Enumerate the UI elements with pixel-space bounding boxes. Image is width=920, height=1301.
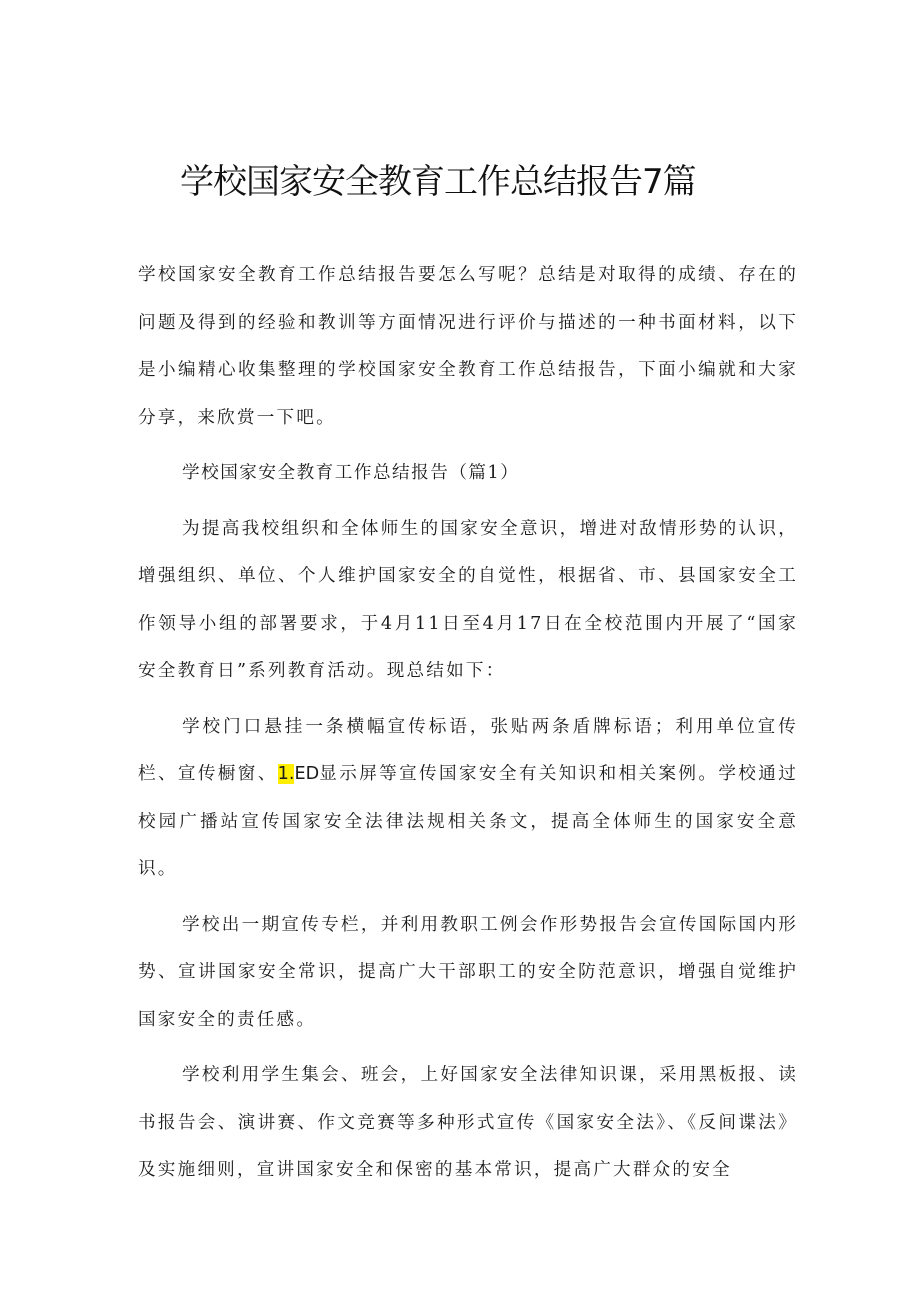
- highlighted-text: 1.: [277, 764, 295, 784]
- paragraph-2-text-start: 学校门口悬挂一条横幅宣传标语，张贴两条盾牌标语；利用单位宣传栏、宣传橱窗、: [138, 716, 798, 784]
- paragraph-2-text-end: 显示屏等宣传国家安全有关知识和相关案例。学校通过校园广播站宣传国家安全法律法规相关条文，提高全体师生的国家安全意识。: [138, 764, 798, 879]
- section-heading: 学校国家安全教育工作总结报告（篇1）: [182, 463, 520, 483]
- paragraph-4: 学校利用学生集会、班会，上好国家安全法律知识课，采用黑板报、读书报告会、演讲赛、作文竞赛等多种形式宣传《国家安全法》、《反间谍法》及实施细则，宣讲国家安全和保密的基本常识，提高广大群众的安全: [138, 1065, 798, 1180]
- document-body: [138, 252, 798, 1203]
- document-title: 学校国家安全教育工作总结报告7篇: [180, 162, 696, 202]
- paragraph-2-latin-text: ED: [294, 764, 320, 784]
- intro-paragraph: 学校国家安全教育工作总结报告要怎么写呢？总结是对取得的成绩、存在的问题及得到的经验和教训等方面情况进行评价与描述的一种书面材料，以下是小编精心收集整理的学校国家安全教育工作总结报告，下面小编就和大家分享，来欣赏一下吧。: [138, 265, 798, 428]
- paragraph-3: 学校出一期宣传专栏，并利用教职工例会作形势报告会宣传国际国内形势、宣讲国家安全常识，提高广大干部职工的安全防范意识，增强自觉维护国家安全的责任感。: [138, 914, 798, 1030]
- paragraph-2: [138, 704, 798, 894]
- paragraph-1: 为提高我校组织和全体师生的国家安全意识，增进对敌情形势的认识，增强组织、单位、个人维护国家安全的自觉性，根据省、市、县国家安全工作领导小组的部署要求，于4月11日至4月17日在全校范围内开展了“国家安全教育日”系列教育活动。现总结如下：: [138, 518, 798, 681]
